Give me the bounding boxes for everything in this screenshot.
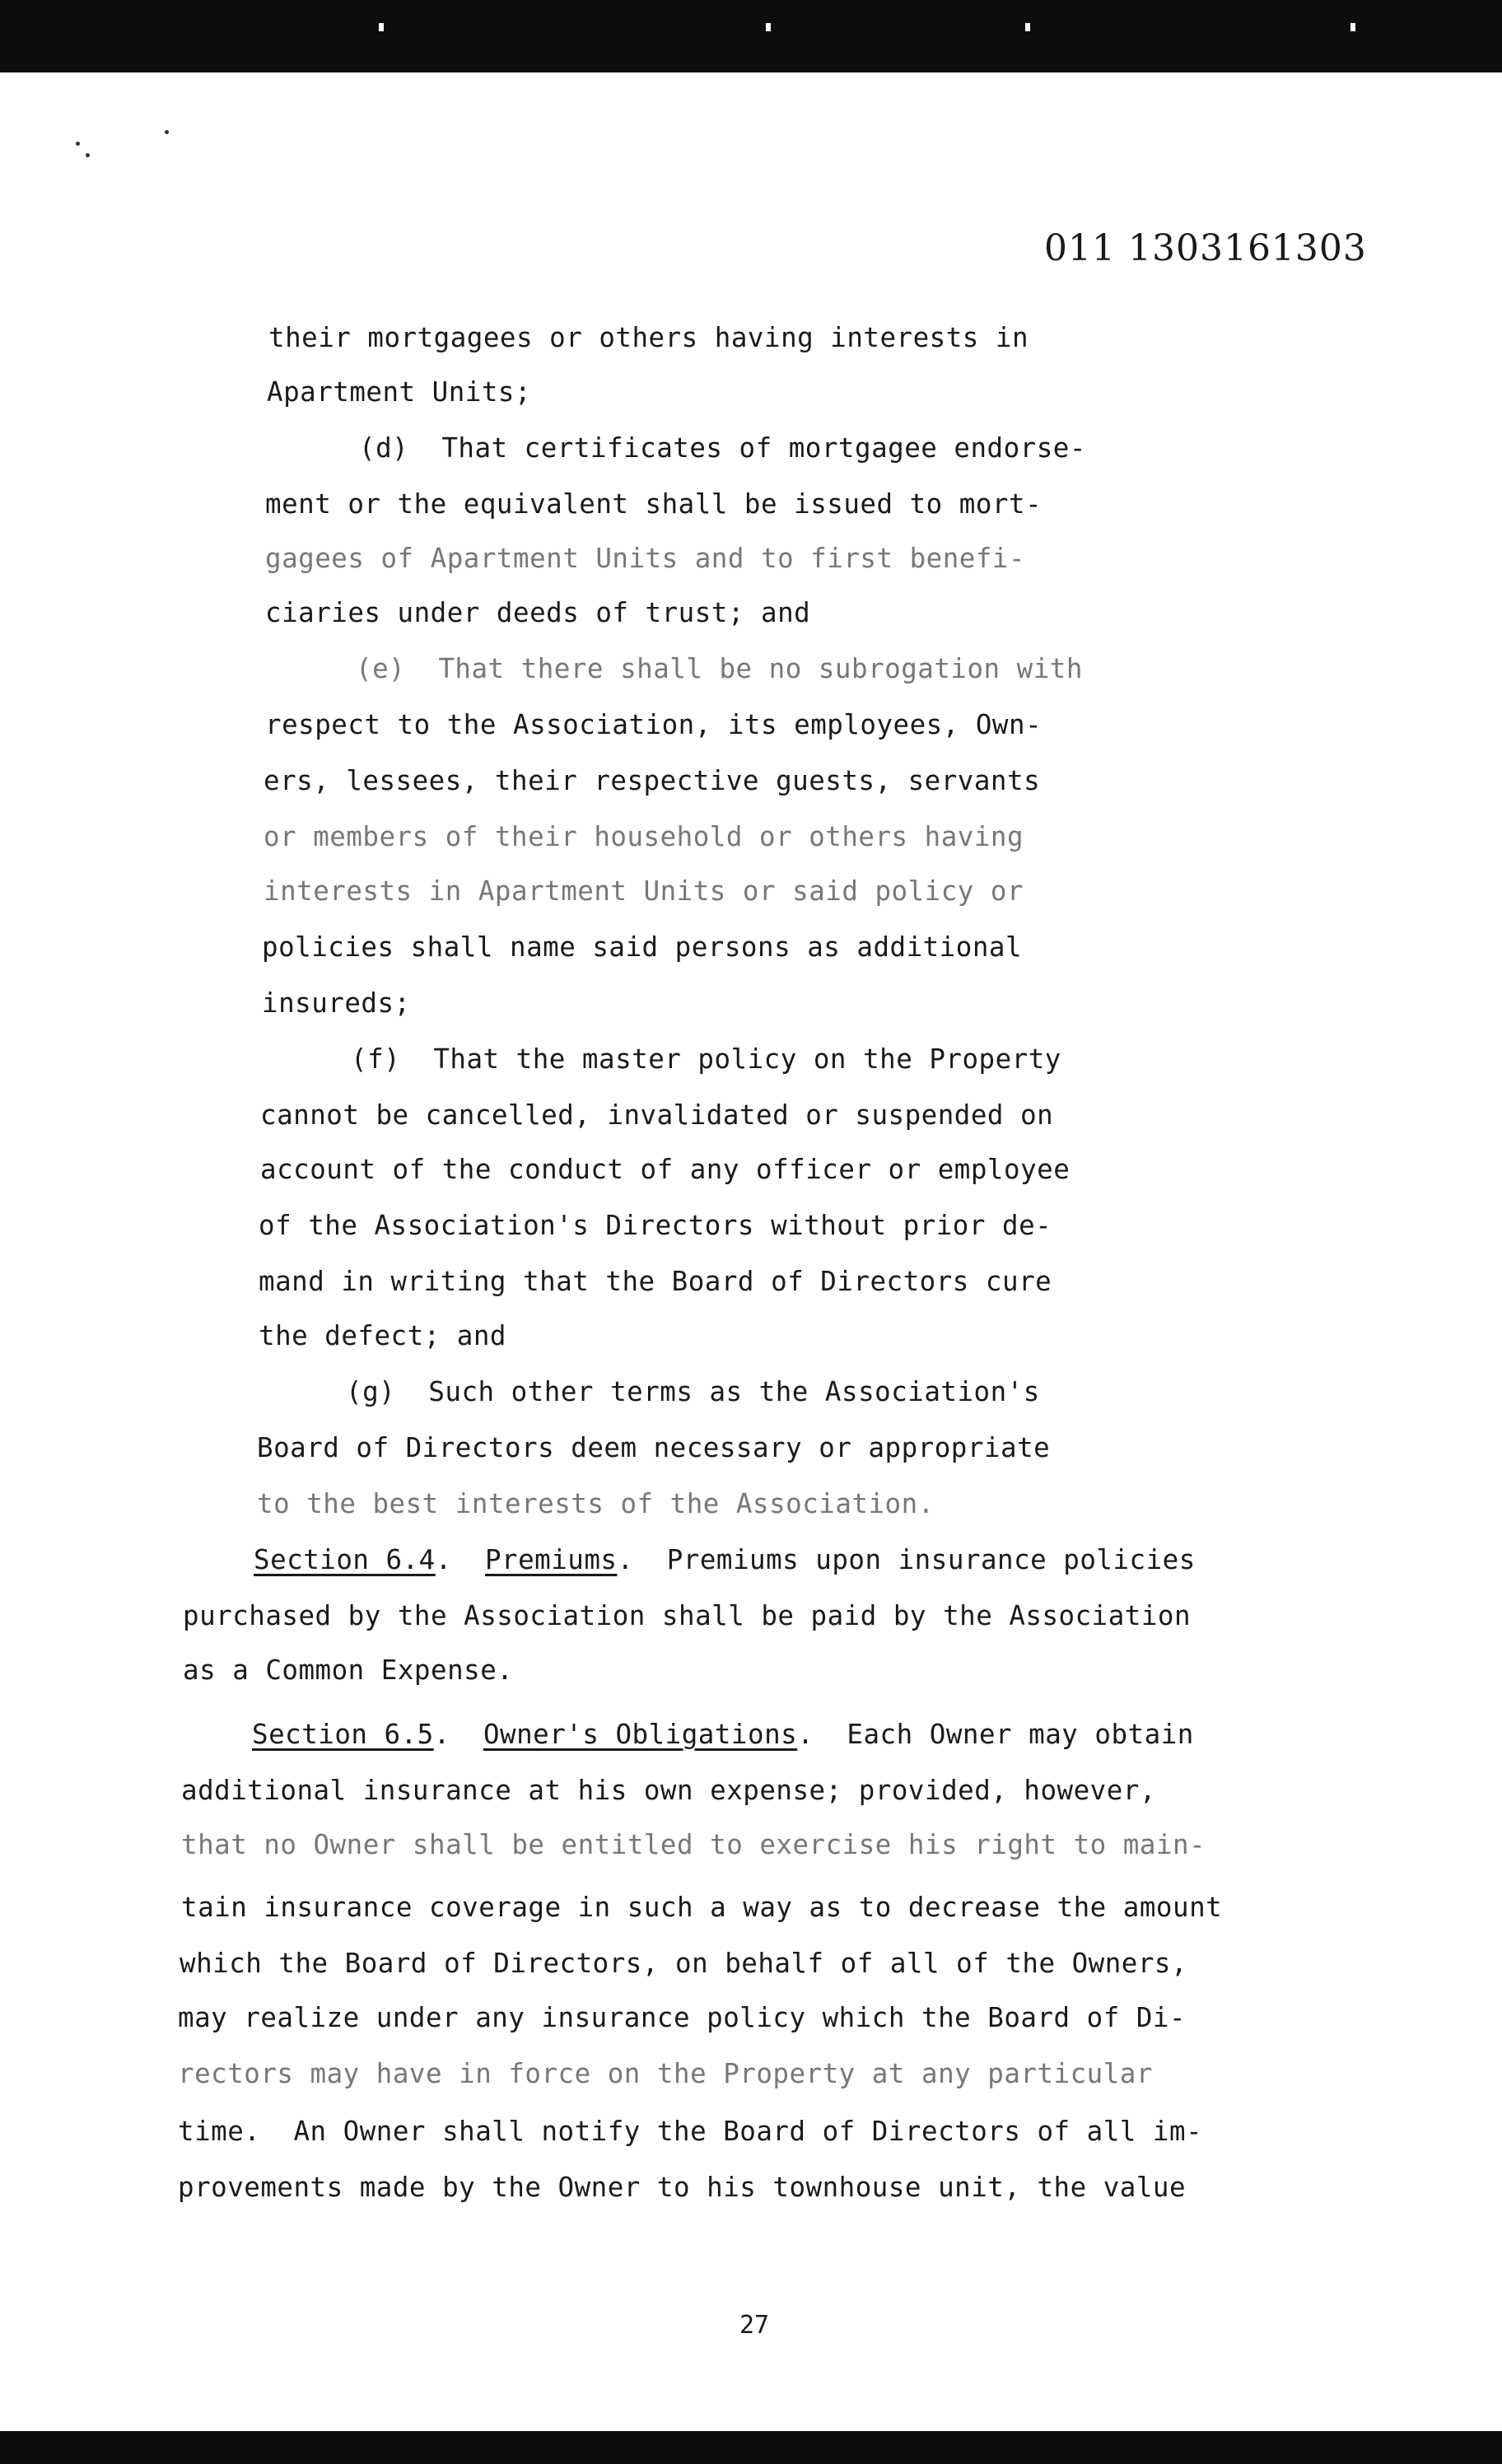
- scan-border-bottom: [0, 2431, 1502, 2464]
- scan-speck: [1025, 23, 1030, 31]
- text-line: Apartment Units;: [267, 376, 532, 408]
- text-line: ers, lessees, their respective guests, servants: [264, 765, 1041, 796]
- text-line: provements made by the Owner to his townhouse unit, the value: [178, 2172, 1187, 2203]
- text-line: insureds;: [262, 987, 411, 1019]
- text-line: cannot be cancelled, invalidated or suspended on: [260, 1099, 1054, 1131]
- text-line: additional insurance at his own expense; provided, however,: [181, 1775, 1156, 1806]
- section-6-4-title: Premiums: [484, 1544, 618, 1575]
- text-line: (e) That there shall be no subrogation with: [356, 653, 1083, 684]
- text-line: Each Owner may obtain: [847, 1719, 1194, 1750]
- scan-speck: [1350, 23, 1355, 31]
- text-line: that no Owner shall be entitled to exercise his right to main-: [181, 1829, 1206, 1860]
- text-line: policies shall name said persons as additional: [262, 931, 1023, 963]
- text-line: rectors may have in force on the Property at any particular: [178, 2058, 1153, 2089]
- section-6-5-title: Owner's Obligations: [483, 1719, 798, 1750]
- text-line: interests in Apartment Units or said policy or: [264, 875, 1024, 907]
- text-line: as a Common Expense.: [183, 1654, 514, 1686]
- document-number: 011 1303161303: [1044, 227, 1367, 269]
- text-line: to the best interests of the Association.: [257, 1488, 935, 1519]
- text-line: mand in writing that the Board of Directors cure: [259, 1266, 1052, 1297]
- section-6-4-heading: Section 6.4. Premiums. Premiums upon insurance policies: [254, 1544, 1196, 1575]
- text-line: (g) Such other terms as the Association's: [346, 1376, 1040, 1407]
- scan-speck: [379, 23, 384, 31]
- text-line: which the Board of Directors, on behalf of all of the Owners,: [180, 1948, 1188, 1979]
- section-6-5-label: Section 6.5: [252, 1719, 434, 1750]
- text-line: account of the conduct of any officer or employee: [260, 1154, 1071, 1185]
- scan-dot: [165, 130, 169, 134]
- text-line: their mortgagees or others having interests in: [268, 322, 1029, 353]
- text-line: or members of their household or others having: [264, 821, 1024, 852]
- text-line: (f) That the master policy on the Property: [351, 1043, 1061, 1075]
- text-line: tain insurance coverage in such a way as to decrease the amount: [181, 1892, 1223, 1923]
- text-line: of the Association's Directors without prior de-: [259, 1210, 1052, 1241]
- scan-dot: [76, 142, 80, 146]
- text-line: Board of Directors deem necessary or appropriate: [257, 1432, 1051, 1463]
- scan-dot: [86, 153, 90, 157]
- scan-border-top: [0, 0, 1502, 72]
- section-6-4-label: Section 6.4: [254, 1544, 436, 1575]
- page-number: 27: [739, 2311, 770, 2340]
- text-line: may realize under any insurance policy which the Board of Di-: [178, 2002, 1187, 2033]
- scan-speck: [766, 23, 771, 31]
- text-line: (d) That certificates of mortgagee endorse-: [359, 432, 1086, 464]
- text-line: time. An Owner shall notify the Board of Directors of all im-: [178, 2116, 1203, 2147]
- text-line: ciaries under deeds of trust; and: [265, 597, 811, 628]
- text-line: respect to the Association, its employees, Own-: [265, 709, 1043, 740]
- text-line: purchased by the Association shall be paid by the Association: [183, 1600, 1192, 1631]
- text-line: Premiums upon insurance policies: [666, 1544, 1196, 1575]
- text-line: ment or the equivalent shall be issued to mort-: [265, 488, 1043, 520]
- text-line: the defect; and: [259, 1320, 506, 1351]
- section-6-5-heading: Section 6.5. Owner's Obligations. Each Owner may obtain: [252, 1719, 1194, 1750]
- text-line: gagees of Apartment Units and to first benefi-: [265, 543, 1026, 574]
